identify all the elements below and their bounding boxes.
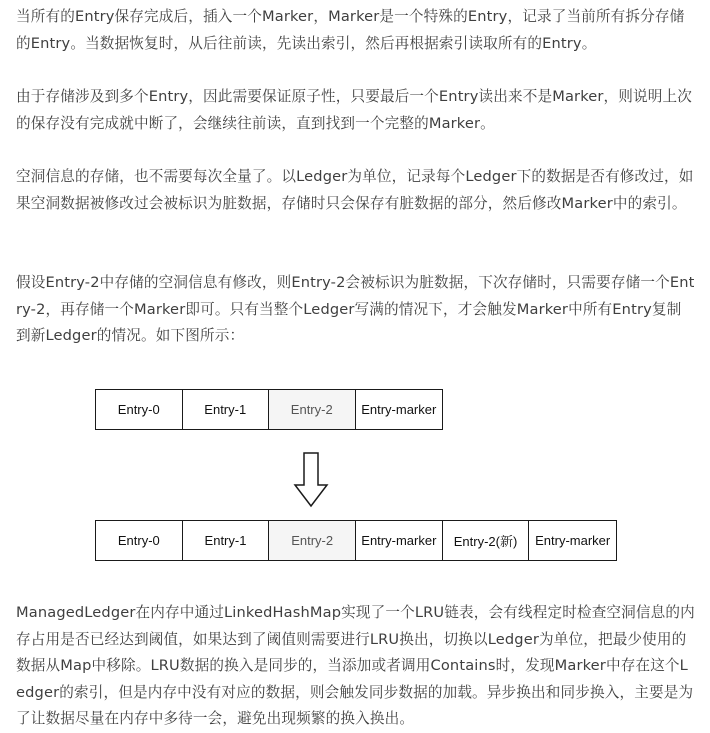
paragraph-dirty-example: 假设Entry-2中存储的空洞信息有修改，则Entry-2会被标识为脏数据，下次存储时，只需要存储一个Entry-2，再存储一个Marker即可。只有当整个Ledger写满的情况下，才会触发Marker中所有Entry复制到新Ledger的情况。如下图所示： <box>16 274 695 344</box>
paragraph-atomicity: 由于存储涉及到多个Entry，因此需要保证原子性，只要最后一个Entry读出来不是Marker，则说明上次的保存没有完成就中断了，会继续往前读，直到找到一个完整的Marker。 <box>16 88 693 132</box>
entry-cell-marker: Entry-marker <box>529 521 616 560</box>
entry-cell-dirty: Entry-2 <box>269 390 356 429</box>
entry-cell: Entry-0 <box>96 390 183 429</box>
paragraph-hole-storage: 空洞信息的存储，也不需要每次全量了。以Ledger为单位，记录每个Ledger下的数据是否有修改过，如果空洞数据被修改过会被标识为脏数据，存储时只会保存有脏数据的部分，然后修改Marker中的索引。 <box>16 168 694 212</box>
entries-before-row <box>95 389 443 430</box>
entry-cell: Entry-1 <box>183 521 270 560</box>
entry-cell-dirty: Entry-2 <box>269 521 356 560</box>
entry-cell: Entry-0 <box>96 521 183 560</box>
paragraph-lru: ManagedLedger在内存中通过LinkedHashMap实现了一个LRU链表，会有线程定时检查空洞信息的内存占用是否已经达到阈值，如果达到了阈值则需要进行LRU换出，切换以Ledger为单位，把最少使用的数据从Map中移除。LRU数据的换入是同步的，当添加或者调用Contains时，发现Marker中存在这个Ledger的索引，但是内存中没有对应的数据，则会触发同步数据的加载。异步换出和同步换入，主要是为了让数据尽量在内存中多待一会，避免出现频繁的换入换出。 <box>16 604 695 727</box>
entry-cell: Entry-1 <box>183 390 270 429</box>
entry-cell-marker: Entry-marker <box>356 390 443 429</box>
down-arrow-icon <box>293 452 329 508</box>
entry-cell-marker: Entry-marker <box>356 521 443 560</box>
entries-after-row <box>95 520 617 561</box>
entry-cell-new: Entry-2(新) <box>443 521 530 560</box>
paragraph-marker-intro: 当所有的Entry保存完成后，插入一个Marker，Marker是一个特殊的Entry，记录了当前所有拆分存储的Entry。当数据恢复时，从后往前读，先读出索引，然后再根据索引读取所有的Entry。 <box>16 8 685 52</box>
